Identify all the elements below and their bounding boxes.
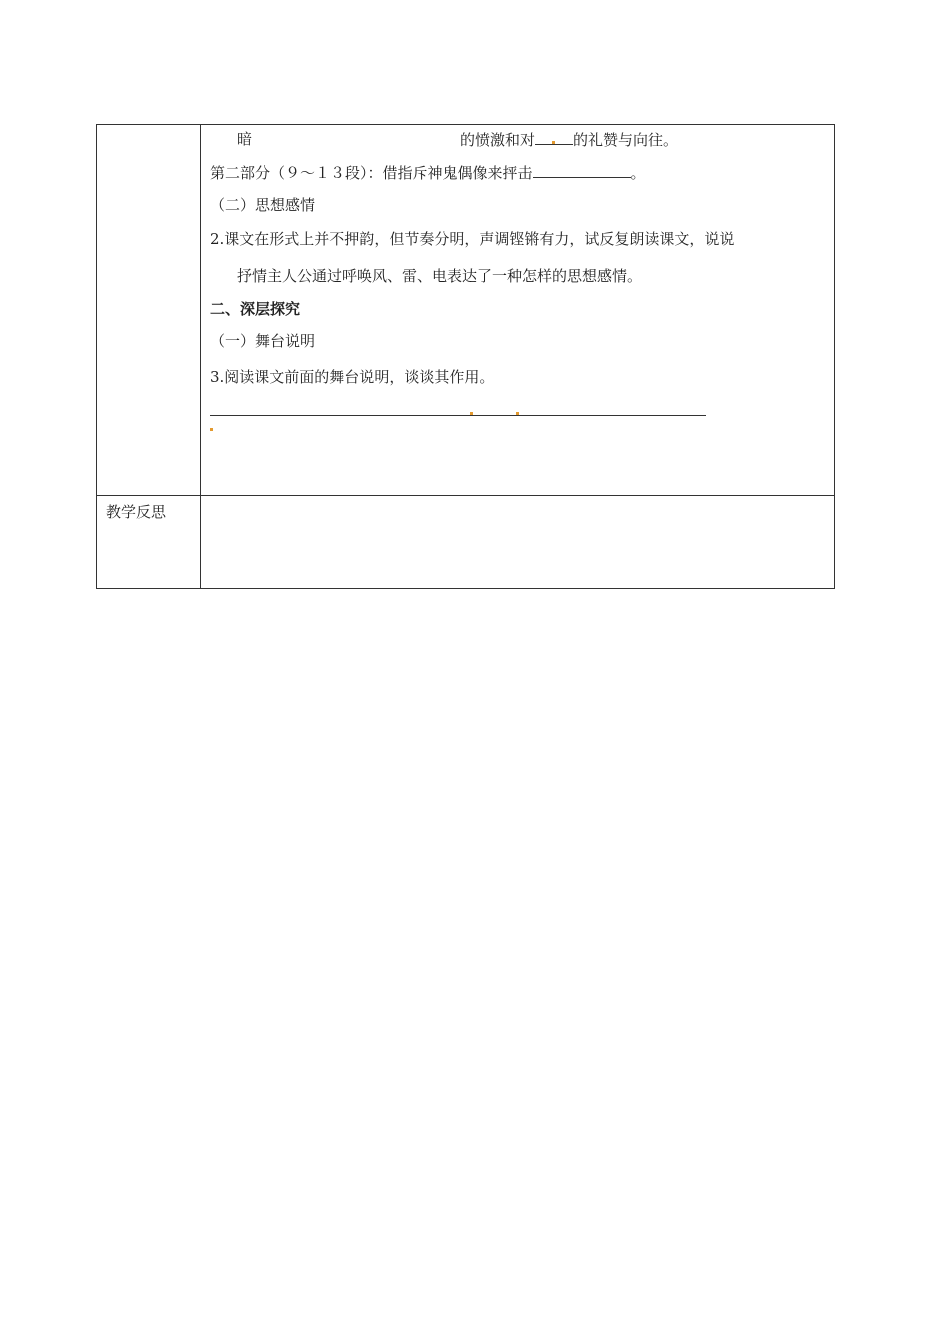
question-2: 2.课文在形式上并不押韵，但节奏分明，声调铿锵有力，试反复朗读课文，说说: [210, 230, 735, 248]
orange-marker: [470, 412, 473, 415]
line-1-continued: [460, 129, 678, 150]
question-3: 3.阅读课文前面的舞台说明，谈谈其作用。: [210, 368, 495, 386]
line2-text: 第二部分（９～１３段）：借指斥神鬼偶像来抨击: [210, 164, 533, 182]
line-6: [210, 299, 300, 319]
reflection-label: 教学反思: [106, 503, 167, 521]
fill-blank-1[interactable]: [535, 129, 573, 145]
orange-marker: [516, 412, 519, 415]
line-8: [210, 367, 494, 387]
line-7: [210, 331, 315, 351]
table-row-reflection: [97, 496, 835, 589]
line1-mid: 的愤激和对: [460, 131, 536, 149]
line1-prefix: 暗: [237, 130, 253, 148]
fill-blank-2[interactable]: [533, 162, 631, 178]
table-row-content: [97, 125, 835, 496]
subheading-emotion: （二）思想感情: [210, 196, 316, 214]
orange-marker: [552, 141, 555, 144]
question-2-continued: 抒情主人公通过呼唤风、雷、电表达了一种怎样的思想感情。: [237, 267, 643, 285]
line1-suffix: 的礼赞与向往。: [573, 131, 679, 149]
reflection-content-cell[interactable]: [201, 496, 835, 589]
content-cell: [201, 125, 835, 496]
answer-line[interactable]: [210, 415, 706, 416]
subheading-stage: （一）舞台说明: [210, 332, 316, 350]
lesson-table: [96, 124, 835, 589]
line-3: [210, 195, 315, 215]
line2-end: 。: [630, 164, 646, 182]
reflection-label-cell: [97, 496, 201, 589]
orange-marker: [210, 428, 213, 431]
line-5: [237, 266, 642, 286]
section-heading: 二、深层探究: [210, 300, 301, 318]
line-1: [237, 129, 252, 149]
left-label-cell-empty: [97, 125, 201, 496]
line-2: [210, 162, 646, 183]
line-4: [210, 229, 734, 249]
